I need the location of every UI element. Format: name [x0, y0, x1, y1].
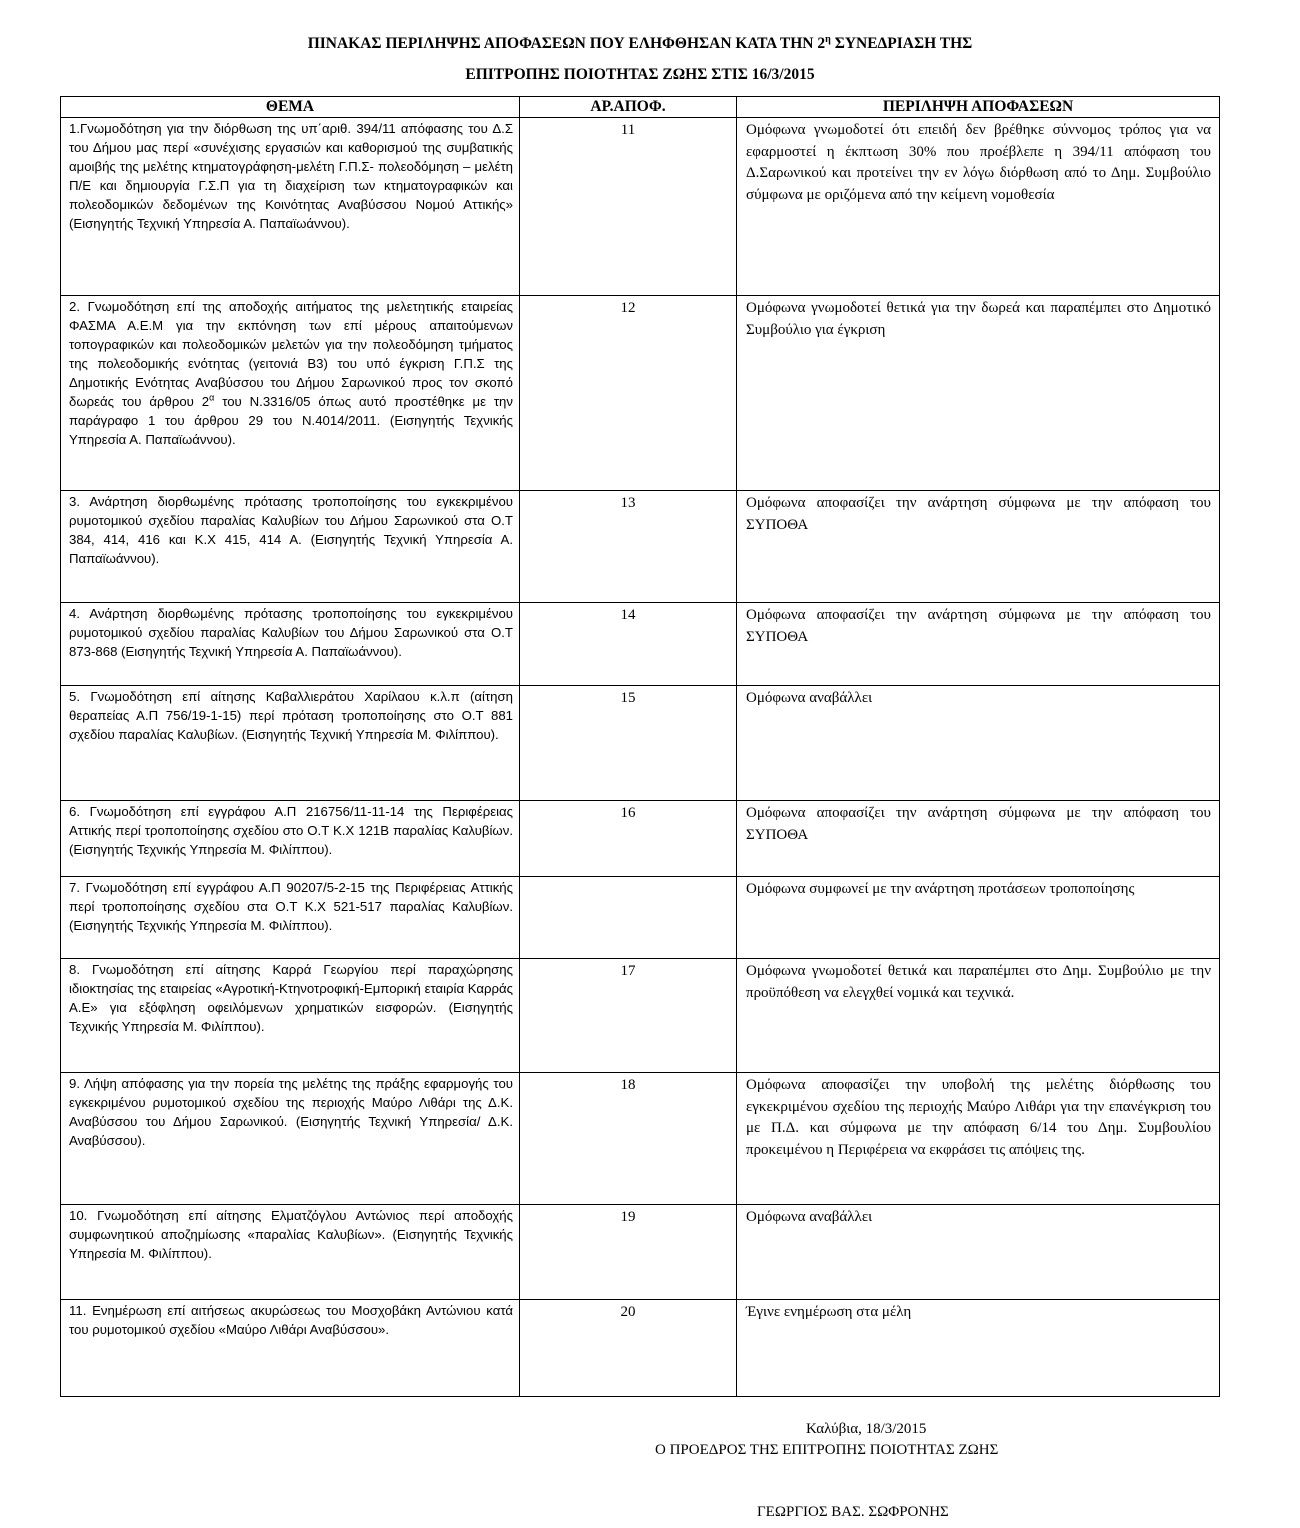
- decisions-table: [60, 96, 1220, 1397]
- summary-cell: Έγινε ενημέρωση στα μέλη: [737, 1300, 1220, 1397]
- topic-cell: 9. Λήψη απόφασης για την πορεία της μελέτης της πράξης εφαρμογής του εγκεκριμένου ρυμοτομικού σχεδίου της περιοχής Μαύρο Λιθάρι της Δ.Κ. Αναβύσσου του Δήμου Σαρωνικού. (Εισηγητής Τεχνική Υπηρεσία/ Δ.Κ. Αναβύσσου).: [61, 1073, 520, 1205]
- signature-name: ΓΕΩΡΓΙΟΣ ΒΑΣ. ΣΩΦΡΟΝΗΣ: [757, 1504, 949, 1520]
- column-header-decision-number: ΑΡ.ΑΠΟΦ.: [520, 97, 737, 118]
- topic-cell: 8. Γνωμοδότηση επί αίτησης Καρρά Γεωργίου περί παραχώρησης ιδιοκτησίας της εταιρείας «Αγροτική-Κτηνοτροφική-Εμπορική εταιρία Καρράς Α.Ε» για εξόφληση οφειλόμενων χρηματικών εισφορών. (Εισηγητής Τεχνικής Υπηρεσία Μ. Φιλίππου).: [61, 959, 520, 1073]
- table-row: [61, 686, 1220, 801]
- table-row: [61, 1205, 1220, 1300]
- document-title-line2: ΕΠΙΤΡΟΠΗΣ ΠΟΙΟΤΗΤΑΣ ΖΩΗΣ ΣΤΙΣ 16/3/2015: [465, 66, 815, 83]
- decision-number-cell: 15: [520, 686, 737, 801]
- topic-text-a: 2. Γνωμοδότηση επί της αποδοχής αιτήματος της μελετητικής εταιρείας ΦΑΣΜΑ Α.Ε.Μ για την εκπόνηση των επί μέρους απαιτούμενων τοπογραφικών και πολεοδομικών μελετών για την πολεοδόμηση τμήματος της πολεοδομικής ενότητας (γειτονιά Β3) του υπό έγκριση Γ.Π.Σ της Δημοτικής Ενότητας Αναβύσσου του Δήμου Σαρωνικού προς τον σκοπό δωρεάς του άρθρου 2: [69, 299, 513, 409]
- summary-cell: Ομόφωνα γνωμοδοτεί θετικά για την δωρεά και παραπέμπει στο Δημοτικό Συμβούλιο για έγκριση: [737, 296, 1220, 491]
- title-superscript: η: [825, 33, 831, 45]
- table-row: [61, 1073, 1220, 1205]
- topic-cell: 1.Γνωμοδότηση για την διόρθωση της υπ΄αριθ. 394/11 απόφασης του Δ.Σ του Δήμου μας περί «συνέχισης εργασιών και καθορισμού της συμβατικής αμοιβής της μελέτης κτηματογράφηση-μελέτη Γ.Π.Σ- πολεοδόμηση – μελέτη Π/Ε και δημιουργία Γ.Σ.Π για τη διαχείριση των κτηματογραφικών και πολεοδομικών δεδομένων της Κοινότητας Αναβύσσου Νομού Αττικής» (Εισηγητής Τεχνική Υπηρεσία Α. Παπαϊωάννου).: [61, 118, 520, 296]
- topic-cell: 3. Ανάρτηση διορθωμένης πρότασης τροποποίησης του εγκεκριμένου ρυμοτομικού σχεδίου παραλίας Καλυβίων του Δήμου Σαρωνικού στα Ο.Τ 384, 414, 416 και Κ.Χ 415, 414 Α. (Εισηγητής Τεχνική Υπηρεσία Α. Παπαϊωάννου).: [61, 491, 520, 603]
- topic-superscript: α: [209, 392, 215, 403]
- topic-cell: 6. Γνωμοδότηση επί εγγράφου Α.Π 216756/11-11-14 της Περιφέρειας Αττικής περί τροποποίησης σχεδίου στο Ο.Τ Κ.Χ 121Β παραλίας Καλυβίων. (Εισηγητής Τεχνικής Υπηρεσία Μ. Φιλίππου).: [61, 801, 520, 877]
- table-row: [61, 801, 1220, 877]
- summary-cell: Ομόφωνα αποφασίζει την ανάρτηση σύμφωνα με την απόφαση του ΣΥΠΟΘΑ: [737, 603, 1220, 686]
- decision-number-cell: 16: [520, 801, 737, 877]
- decision-number-cell: 13: [520, 491, 737, 603]
- title-text-a: ΠΙΝΑΚΑΣ ΠΕΡΙΛΗΨΗΣ ΑΠΟΦΑΣΕΩΝ ΠΟΥ ΕΛΗΦΘΗΣΑΝ ΚΑΤΑ ΤΗΝ 2: [307, 35, 826, 52]
- title-text-b: ΣΥΝΕΔΡΙΑΣΗ ΤΗΣ: [830, 35, 973, 52]
- topic-text-b: του Ν.3316/05 όπως αυτό προστέθηκε με την παράγραφο 1 του άρθρου 29 του Ν.4014/2011. (Εισηγητής Τεχνικής Υπηρεσία Α. Παπαϊωάννου).: [69, 394, 513, 447]
- decision-number-cell: 20: [520, 1300, 737, 1397]
- table-row: [61, 296, 1220, 491]
- decision-number-cell: 19: [520, 1205, 737, 1300]
- topic-cell: 11. Ενημέρωση επί αιτήσεως ακυρώσεως του Μοσχοβάκη Αντώνιου κατά του ρυμοτομικού σχεδίου «Μαύρο Λιθάρι Αναβύσσου».: [61, 1300, 520, 1397]
- summary-cell: Ομόφωνα αποφασίζει την ανάρτηση σύμφωνα με την απόφαση του ΣΥΠΟΘΑ: [737, 491, 1220, 603]
- document-title-line1: [60, 35, 1220, 53]
- table-row: [61, 491, 1220, 603]
- summary-cell: Ομόφωνα αναβάλλει: [737, 686, 1220, 801]
- signature-role: Ο ΠΡΟΕΔΡΟΣ ΤΗΣ ΕΠΙΤΡΟΠΗΣ ΠΟΙΟΤΗΤΑΣ ΖΩΗΣ: [655, 1442, 999, 1458]
- decision-number-cell: 11: [520, 118, 737, 296]
- signature-place-date: Καλύβια, 18/3/2015: [806, 1421, 927, 1437]
- topic-cell: 4. Ανάρτηση διορθωμένης πρότασης τροποποίησης του εγκεκριμένου ρυμοτομικού σχεδίου παραλίας Καλυβίων του Δήμου Σαρωνικού στα Ο.Τ 873-868 (Εισηγητής Τεχνική Υπηρεσία Α. Παπαϊωάννου).: [61, 603, 520, 686]
- decision-number-cell: 17: [520, 959, 737, 1073]
- table-row: [61, 1300, 1220, 1397]
- table-header-row: [61, 97, 1220, 118]
- summary-cell: Ομόφωνα γνωμοδοτεί ότι επειδή δεν βρέθηκε σύννομος τρόπος για να εφαρμοστεί η έκπτωση 30% που προέβλεπε η 394/11 απόφαση του Δ.Σαρωνικού και προτείνει την εν λόγω διόρθωση από το Δημ. Συμβούλιο σύμφωνα με οριζόμενα από την κείμενη νομοθεσία: [737, 118, 1220, 296]
- decision-number-cell: 18: [520, 1073, 737, 1205]
- table-row: [61, 603, 1220, 686]
- decision-number-cell: 12: [520, 296, 737, 491]
- table-row: [61, 118, 1220, 296]
- summary-cell: Ομόφωνα αποφασίζει την ανάρτηση σύμφωνα με την απόφαση του ΣΥΠΟΘΑ: [737, 801, 1220, 877]
- summary-cell: Ομόφωνα συμφωνεί με την ανάρτηση προτάσεων τροποποίησης: [737, 877, 1220, 959]
- table-row: [61, 877, 1220, 959]
- topic-cell: 5. Γνωμοδότηση επί αίτησης Καβαλλιεράτου Χαρίλαου κ.λ.π (αίτηση θεραπείας Α.Π 756/19-1-15) περί πρόταση τροποποίησης στο Ο.Τ 881 σχεδίου παραλίας Καλυβίων. (Εισηγητής Τεχνική Υπηρεσία Μ. Φιλίππου).: [61, 686, 520, 801]
- column-header-summary: ΠΕΡΙΛΗΨΗ ΑΠΟΦΑΣΕΩΝ: [737, 97, 1220, 118]
- topic-cell: 10. Γνωμοδότηση επί αίτησης Ελματζόγλου Αντώνιος περί αποδοχής συμφωνητικού αποζημίωσης «παραλίας Καλυβίων». (Εισηγητής Τεχνικής Υπηρεσία Μ. Φιλίππου).: [61, 1205, 520, 1300]
- table-row: [61, 959, 1220, 1073]
- decision-number-cell: 14: [520, 603, 737, 686]
- topic-cell: 7. Γνωμοδότηση επί εγγράφου Α.Π 90207/5-2-15 της Περιφέρειας Αττικής περί τροποποίησης σχεδίου στα Ο.Τ Κ.Χ 521-517 παραλίας Καλυβίων. (Εισηγητής Τεχνικής Υπηρεσία Μ. Φιλίππου).: [61, 877, 520, 959]
- topic-cell: [61, 296, 520, 491]
- decision-number-cell: [520, 877, 737, 959]
- summary-cell: Ομόφωνα αποφασίζει την υποβολή της μελέτης διόρθωσης του εγκεκριμένου σχεδίου της περιοχής Μαύρο Λιθάρι για την επανέγκριση του με Π.Δ. και σύμφωνα με την απόφαση 6/14 του Δημ. Συμβουλίου προκειμένου η Περιφέρεια να εκφράσει τις απόψεις της.: [737, 1073, 1220, 1205]
- summary-cell: Ομόφωνα γνωμοδοτεί θετικά και παραπέμπει στο Δημ. Συμβούλιο με την προϋπόθεση να ελεγχθεί νομικά και τεχνικά.: [737, 959, 1220, 1073]
- summary-cell: Ομόφωνα αναβάλλει: [737, 1205, 1220, 1300]
- column-header-topic: ΘΕΜΑ: [61, 97, 520, 118]
